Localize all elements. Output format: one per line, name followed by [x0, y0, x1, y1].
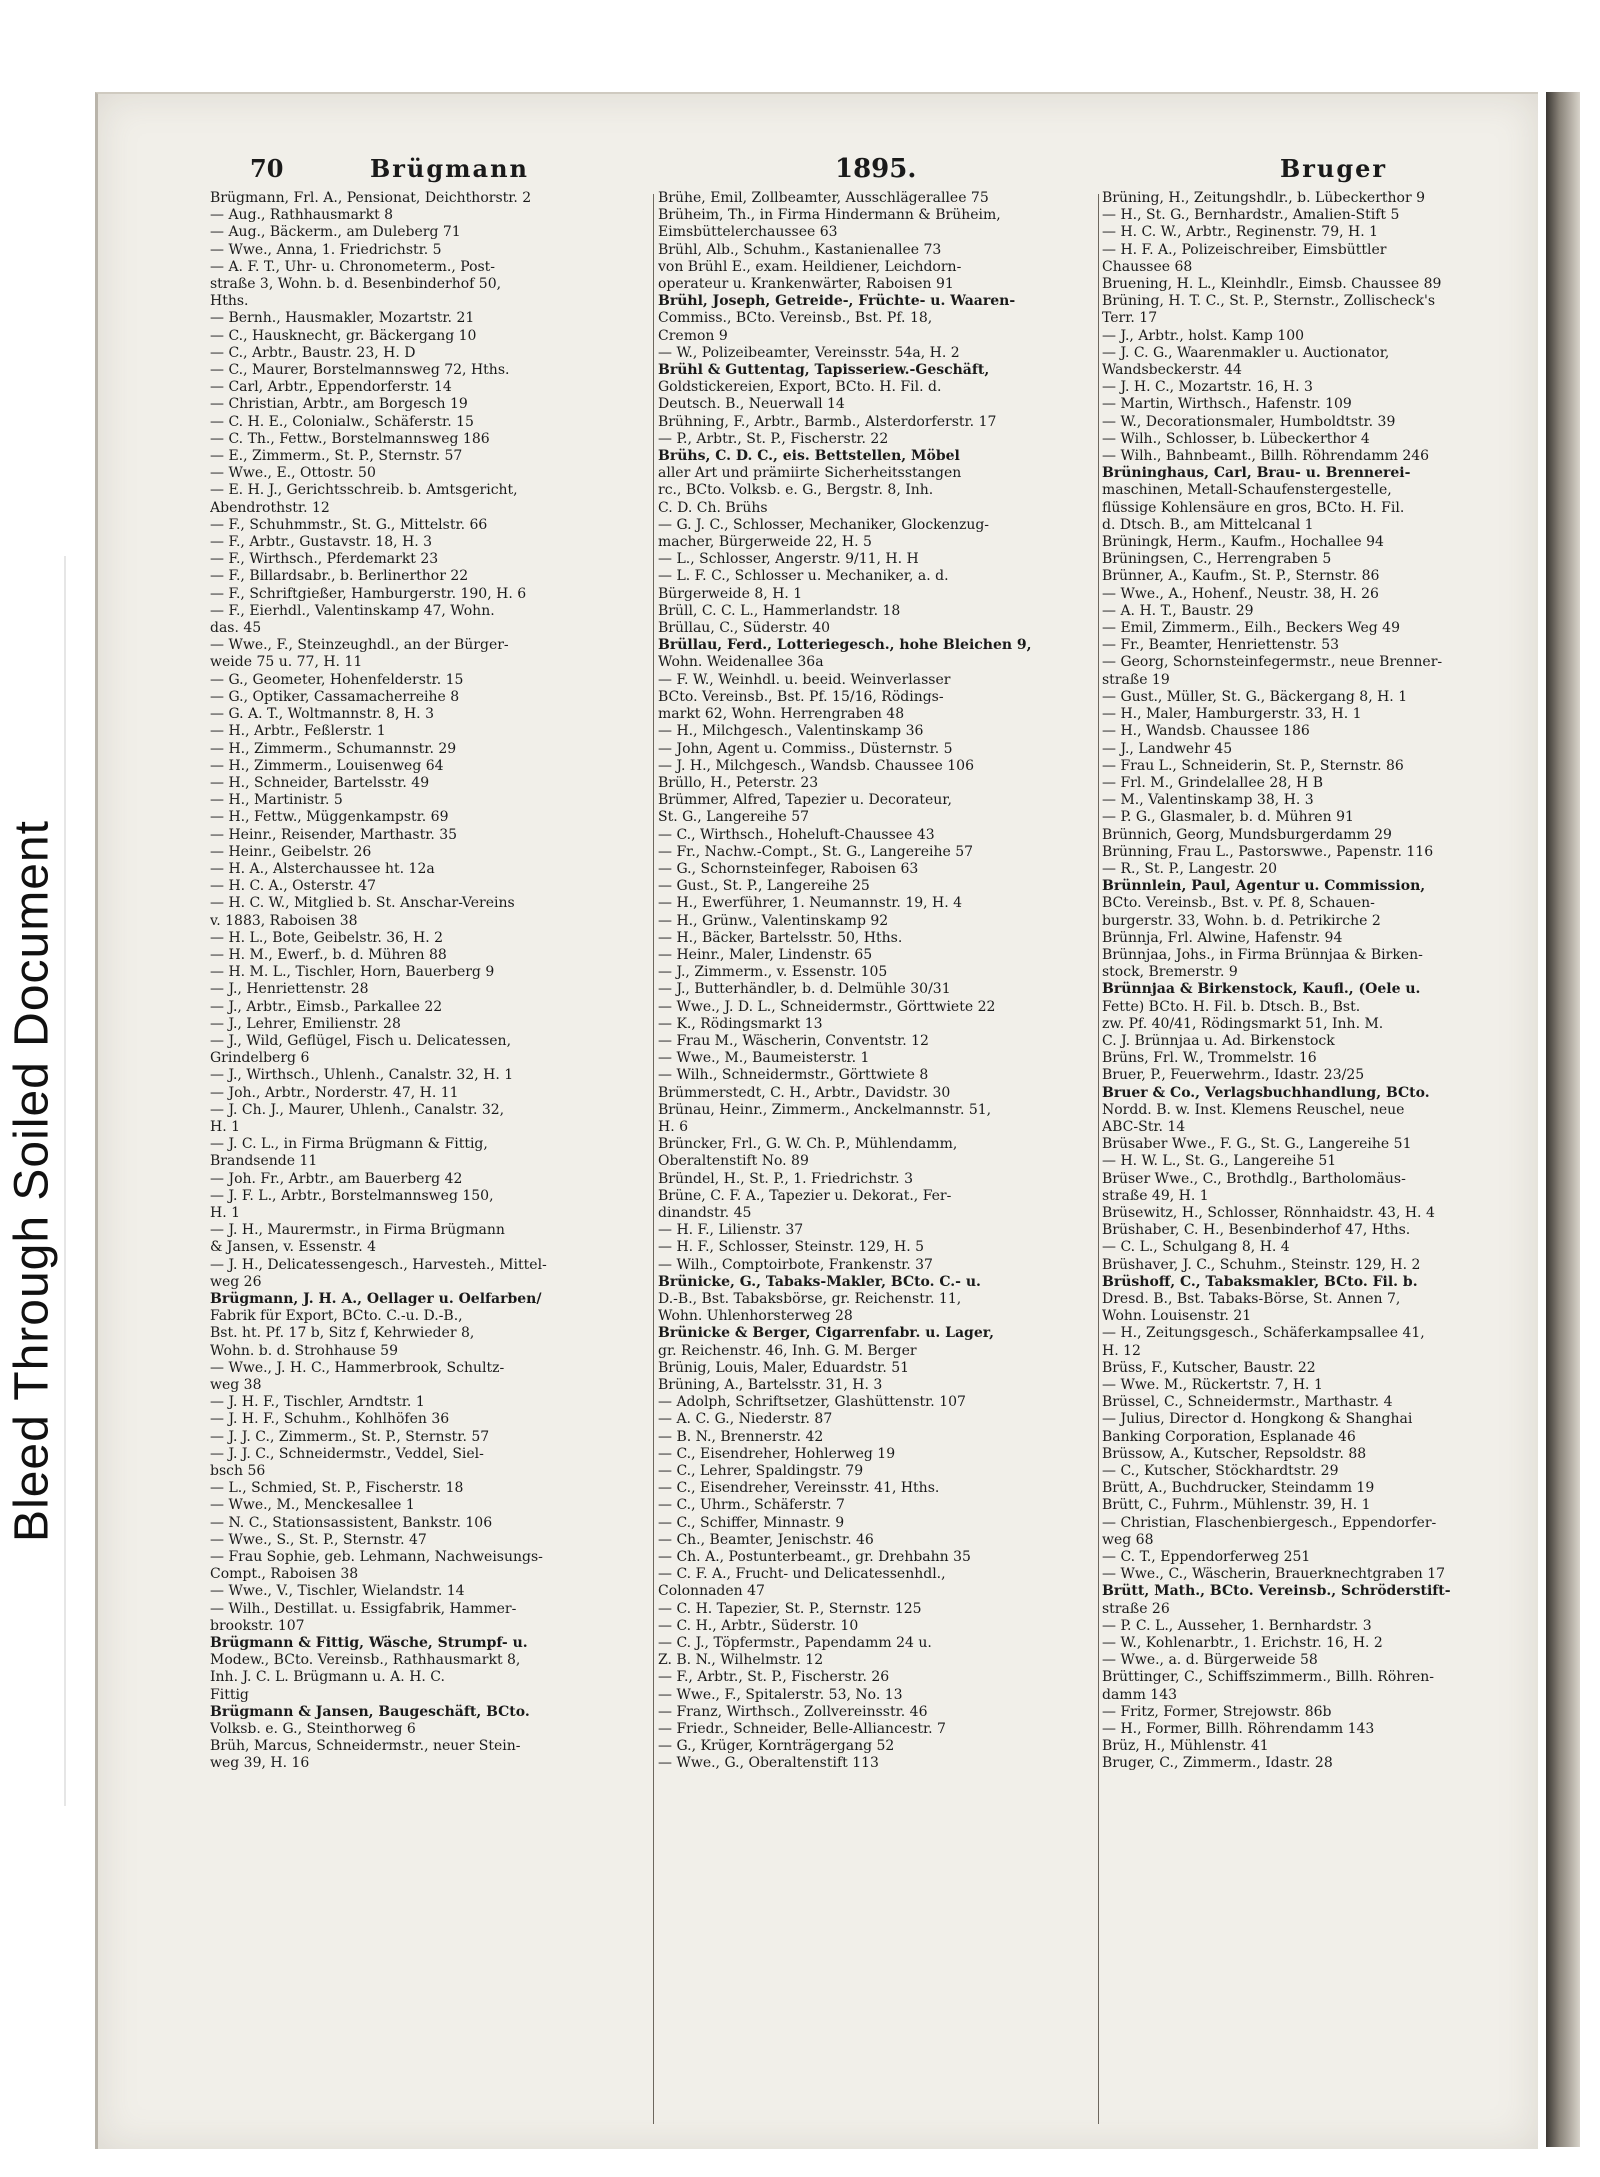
directory-entry-line: weg 38 [210, 1377, 262, 1394]
directory-entry-line: Volksb. e. G., Steinthorweg 6 [210, 1721, 416, 1738]
directory-entry-line: Deutsch. B., Neuerwall 14 [658, 396, 845, 413]
directory-entry-line: — Martin, Wirthsch., Hafenstr. 109 [1102, 396, 1352, 413]
directory-entry-line: — A. F. T., Uhr- u. Chronometerm., Post- [210, 258, 496, 275]
directory-entry-line: Brüttinger, C., Schiffszimmerm., Billh. Röhren- [1102, 1669, 1435, 1686]
directory-entry-line: — Wilh., Destillat. u. Essigfabrik, Hammer- [210, 1600, 517, 1617]
directory-entry-line: — Wwe., G., Oberaltenstift 113 [658, 1755, 879, 1772]
directory-entry-line: — Christian, Flaschenbiergesch., Eppendorfer- [1102, 1514, 1437, 1531]
directory-entry-line: Brüllau, Ferd., Lotteriegesch., hohe Bleichen 9, [658, 637, 1032, 654]
directory-entry-line: straße 3, Wohn. b. d. Besenbinderhof 50, [210, 276, 502, 293]
directory-entry-line: — C. H. Tapezier, St. P., Sternstr. 125 [658, 1600, 922, 1617]
directory-entry-line: — G., Schornsteinfeger, Raboisen 63 [658, 860, 919, 877]
directory-entry-line: — C. J., Töpfermstr., Papendamm 24 u. [658, 1635, 932, 1652]
directory-entry-line: — H., Fettw., Müggenkampstr. 69 [210, 809, 449, 826]
directory-entry-line: Brünnich, Georg, Mundsburgerdamm 29 [1102, 826, 1392, 843]
directory-entry-line: brookstr. 107 [210, 1617, 305, 1634]
directory-entry-line: — J. J. C., Schneidermstr., Veddel, Siel- [210, 1445, 484, 1462]
directory-entry-line: — H., Martinistr. 5 [210, 792, 343, 809]
directory-entry-line: Fabrik für Export, BCto. C.-u. D.-B., [210, 1308, 463, 1325]
directory-entry-line: — M., Valentinskamp 38, H. 3 [1102, 792, 1314, 809]
directory-entry-line: — L., Schlosser, Angerstr. 9/11, H. H [658, 551, 919, 568]
directory-entry-line: Brüshaber, C. H., Besenbinderhof 47, Hths. [1102, 1222, 1411, 1239]
directory-entry-line: Oberaltenstift No. 89 [658, 1153, 809, 1170]
directory-entry-line: — J. Ch. J., Maurer, Uhlenh., Canalstr. 32, [210, 1101, 505, 1118]
directory-entry-line: Brühl, Joseph, Getreide-, Früchte- u. Waaren- [658, 293, 1016, 310]
directory-entry-line: — F., Schuhmmstr., St. G., Mittelstr. 66 [210, 516, 488, 533]
directory-entry-line: Bruer, P., Feuerwehrm., Idastr. 23/25 [1102, 1067, 1365, 1084]
directory-entry-line: weg 68 [1102, 1531, 1154, 1548]
directory-entry-line: das. 45 [210, 620, 262, 637]
directory-entry-line: Abendrothstr. 12 [210, 499, 330, 516]
directory-entry-line: — H., St. G., Bernhardstr., Amalien-Stift 5 [1102, 207, 1400, 224]
directory-entry-line: — G., Geometer, Hohenfelderstr. 15 [210, 671, 464, 688]
directory-entry-line: — J. H. F., Schuhm., Kohlhöfen 36 [210, 1411, 450, 1428]
directory-entry-line: straße 49, H. 1 [1102, 1187, 1209, 1204]
directory-entry-line: — F., Schriftgießer, Hamburgerstr. 190, H. 6 [210, 585, 527, 602]
directory-entry-line: Bürgerweide 8, H. 1 [658, 585, 803, 602]
directory-entry-line: Brüsewitz, H., Schlosser, Rönnhaidstr. 43, H. 4 [1102, 1204, 1435, 1221]
directory-entry-line: weg 39, H. 16 [210, 1755, 310, 1772]
stamp-text: Bleed Through Soiled Document [5, 820, 59, 1542]
directory-entry-line: Brünnjaa & Birkenstock, Kaufl., (Oele u. [1102, 981, 1421, 998]
directory-entry-line: — Wwe., F., Steinzeughdl., an der Bürger- [210, 637, 509, 654]
directory-entry-line: — A. C. G., Niederstr. 87 [658, 1411, 833, 1428]
directory-entry-line: — E. H. J., Gerichtsschreib. b. Amtsgericht, [210, 482, 518, 499]
directory-columns [210, 190, 1540, 2140]
directory-entry-line: Brünner, A., Kaufm., St. P., Sternstr. 86 [1102, 568, 1380, 585]
directory-entry-line: Brügmann & Fittig, Wäsche, Strumpf- u. [210, 1635, 528, 1652]
directory-entry-line: — C. T., Eppendorferweg 251 [1102, 1549, 1311, 1566]
directory-entry-line: — H., Former, Billh. Röhrendamm 143 [1102, 1721, 1375, 1738]
directory-entry-line: — F., Eierhdl., Valentinskamp 47, Wohn. [210, 602, 495, 619]
directory-entry-line: — Adolph, Schriftsetzer, Glashüttenstr. 107 [658, 1394, 966, 1411]
directory-entry-line: Brünig, Louis, Maler, Eduardstr. 51 [658, 1359, 910, 1376]
directory-entry-line: Brüningk, Herm., Kaufm., Hochallee 94 [1102, 534, 1384, 551]
directory-entry-line: — J. C. L., in Firma Brügmann & Fittig, [210, 1136, 488, 1153]
directory-entry-line: — Franz, Wirthsch., Zollvereinsstr. 46 [658, 1703, 928, 1720]
directory-entry-line: dinandstr. 45 [658, 1204, 752, 1221]
directory-entry-line: — Ch. A., Postunterbeamt., gr. Drehbahn 35 [658, 1549, 971, 1566]
directory-entry-line: — Heinr., Reisender, Marthastr. 35 [210, 826, 458, 843]
directory-entry-line: — C., Eisendreher, Vereinsstr. 41, Hths. [658, 1480, 940, 1497]
directory-entry-line: Brüss, F., Kutscher, Baustr. 22 [1102, 1359, 1316, 1376]
directory-entry-line: — Wilh., Schlosser, b. Lübeckerthor 4 [1102, 430, 1370, 447]
directory-entry-line: — Wwe., M., Baumeisterstr. 1 [658, 1050, 870, 1067]
directory-entry-line: — H., Ewerführer, 1. Neumannstr. 19, H. 4 [658, 895, 963, 912]
directory-entry-line: — H. C. W., Mitglied b. St. Anschar-Vereins [210, 895, 515, 912]
directory-entry-line: — Joh., Arbtr., Norderstr. 47, H. 11 [210, 1084, 459, 1101]
directory-entry-line: Brüheim, Th., in Firma Hindermann & Brüheim, [658, 207, 1001, 224]
directory-entry-line: — E., Zimmerm., St. P., Sternstr. 57 [210, 448, 463, 465]
directory-entry-line: — G. J. C., Schlosser, Mechaniker, Glockenzug- [658, 516, 990, 533]
directory-entry-line: — C., Schiffer, Minnastr. 9 [658, 1514, 845, 1531]
directory-entry-line: — H., Milchgesch., Valentinskamp 36 [658, 723, 924, 740]
directory-entry-line: Brügmann, Frl. A., Pensionat, Deichthorstr. 2 [210, 190, 532, 206]
directory-entry-line: maschinen, Metall-Schaufenstergestelle, [1102, 482, 1392, 499]
directory-entry-line: Wohn. Weidenallee 36a [658, 654, 824, 671]
directory-entry-line: Goldstickereien, Export, BCto. H. Fil. d. [658, 379, 942, 396]
directory-entry-line: Brümmerstedt, C. H., Arbtr., Davidstr. 30 [658, 1084, 951, 1101]
directory-entry-line: — Georg, Schornsteinfegermstr., neue Brenner- [1102, 654, 1443, 671]
directory-entry-line: — J., Arbtr., holst. Kamp 100 [1102, 327, 1305, 344]
directory-entry-line: — J., Henriettenstr. 28 [210, 981, 369, 998]
directory-entry-line: — H. F. A., Polizeischreiber, Eimsbüttler [1102, 241, 1387, 258]
directory-entry-line: — Gust., Müller, St. G., Bäckergang 8, H. 1 [1102, 688, 1408, 705]
directory-entry-line: — H., Zeitungsgesch., Schäferkampsallee 41, [1102, 1325, 1425, 1342]
directory-entry-line: — K., Rödingsmarkt 13 [658, 1015, 823, 1032]
directory-entry-line: — J. H., Milchgesch., Wandsb. Chaussee 106 [658, 757, 974, 774]
directory-entry-line: Brühs, C. D. C., eis. Bettstellen, Möbel [658, 448, 960, 465]
directory-entry-line: stock, Bremerstr. 9 [1102, 964, 1238, 981]
directory-entry-line: Z. B. N., Wilhelmstr. 12 [658, 1652, 824, 1669]
directory-entry-line: Brüshaver, J. C., Schuhm., Steinstr. 129, H. 2 [1102, 1256, 1421, 1273]
directory-entry-line: — C., Hausknecht, gr. Bäckergang 10 [210, 327, 477, 344]
directory-entry-line: BCto. Vereinsb., Bst. v. Pf. 8, Schauen- [1102, 895, 1375, 912]
directory-entry-line: — F., Wirthsch., Pferdemarkt 23 [210, 551, 439, 568]
directory-entry-line: Brünau, Heinr., Zimmerm., Anckelmannstr. 51, [658, 1101, 992, 1118]
directory-entry-line: — G. A. T., Woltmannstr. 8, H. 3 [210, 706, 434, 723]
directory-entry-line: Brügmann, J. H. A., Oellager u. Oelfarben/ [210, 1291, 542, 1307]
directory-entry-line: Modew., BCto. Vereinsb., Rathhausmarkt 8, [210, 1652, 521, 1669]
directory-entry-line: — J., Wirthsch., Uhlenh., Canalstr. 32, H. 1 [210, 1067, 514, 1084]
directory-entry-line: — Frau L., Schneiderin, St. P., Sternstr. 86 [1102, 757, 1404, 774]
directory-entry-line: — C., Lehrer, Spaldingstr. 79 [658, 1463, 864, 1480]
directory-entry-line: — Wwe., S., St. P., Sternstr. 47 [210, 1531, 427, 1548]
directory-entry-line: Nordd. B. w. Inst. Klemens Reuschel, neue [1102, 1101, 1405, 1118]
directory-entry-line: — Julius, Director d. Hongkong & Shanghai [1102, 1411, 1413, 1428]
directory-entry-line: Brütt, A., Buchdrucker, Steindamm 19 [1102, 1480, 1375, 1497]
directory-entry-line: — Heinr., Maler, Lindenstr. 65 [658, 946, 873, 963]
directory-entry-line: — F., Arbtr., St. P., Fischerstr. 26 [658, 1669, 890, 1686]
directory-entry-line: Brünning, Frau L., Pastorswwe., Papenstr. 116 [1102, 843, 1434, 860]
directory-entry-line: Brüser Wwe., C., Brothdlg., Bartholomäus- [1102, 1170, 1406, 1187]
directory-entry-line: — C., Wirthsch., Hoheluft-Chaussee 43 [658, 826, 935, 843]
directory-entry-line: — W., Kohlenarbtr., 1. Erichstr. 16, H. 2 [1102, 1635, 1383, 1652]
directory-entry-line: Wohn. Louisenstr. 21 [1102, 1308, 1252, 1325]
directory-entry-line: — H., Zimmerm., Louisenweg 64 [210, 757, 444, 774]
directory-entry-line: markt 62, Wohn. Herrengraben 48 [658, 706, 905, 723]
directory-entry-line: Brünicke & Berger, Cigarrenfabr. u. Lager, [658, 1325, 994, 1342]
directory-entry-line: Commiss., BCto. Vereinsb., Bst. Pf. 18, [658, 310, 933, 327]
directory-entry-line: Brüns, Frl. W., Trommelstr. 16 [1102, 1050, 1317, 1067]
directory-entry-line: Brügmann & Jansen, Baugeschäft, BCto. [210, 1703, 530, 1720]
directory-entry-line: Brüne, C. F. A., Tapezier u. Dekorat., Fer- [658, 1187, 952, 1204]
directory-entry-line: Fittig [210, 1686, 249, 1703]
directory-entry-line: straße 19 [1102, 671, 1170, 688]
directory-entry-line: — Aug., Rathhausmarkt 8 [210, 207, 394, 224]
directory-entry-line: Compt., Raboisen 38 [210, 1566, 359, 1583]
directory-entry-line: — H. M. L., Tischler, Horn, Bauerberg 9 [210, 964, 495, 981]
directory-entry-line: Brühe, Emil, Zollbeamter, Ausschlägerallee 75 [658, 190, 989, 206]
directory-entry-line: burgerstr. 33, Wohn. b. d. Petrikirche 2 [1102, 912, 1381, 929]
directory-entry-line: — C. F. A., Frucht- und Delicatessenhdl., [658, 1566, 946, 1583]
directory-entry-line: — Joh. Fr., Arbtr., am Bauerberg 42 [210, 1170, 463, 1187]
directory-entry-line: — J. F. L., Arbtr., Borstelmannsweg 150, [210, 1187, 494, 1204]
directory-entry-line: — Carl, Arbtr., Eppendorferstr. 14 [210, 379, 452, 396]
directory-entry-line: — Heinr., Geibelstr. 26 [210, 843, 372, 860]
directory-entry-line: & Jansen, v. Essenstr. 4 [210, 1239, 377, 1256]
directory-entry-line: C. D. Ch. Brühs [658, 499, 768, 516]
directory-entry-line: — C., Eisendreher, Hohlerweg 19 [658, 1445, 896, 1462]
directory-entry-line: gr. Reichenstr. 46, Inh. G. M. Berger [658, 1342, 917, 1359]
directory-entry-line: — P. G., Glasmaler, b. d. Mühren 91 [1102, 809, 1354, 826]
directory-entry-line: — John, Agent u. Commiss., Düsternstr. 5 [658, 740, 953, 757]
directory-entry-line: — Bernh., Hausmakler, Mozartstr. 21 [210, 310, 475, 327]
directory-entry-line: — C., Arbtr., Baustr. 23, H. D [210, 344, 416, 361]
directory-entry-line: — Wwe., E., Ottostr. 50 [210, 465, 376, 482]
directory-entry-line: — Fr., Nachw.-Compt., St. G., Langereihe 57 [658, 843, 974, 860]
directory-entry-line: — P. C. L., Ausseher, 1. Bernhardstr. 3 [1102, 1617, 1372, 1634]
directory-entry-line: Brüssow, A., Kutscher, Repsoldstr. 88 [1102, 1445, 1367, 1462]
directory-entry-line: — Wwe., C., Wäscherin, Brauerknechtgraben 17 [1102, 1566, 1446, 1583]
directory-entry-line: Brüllo, H., Peterstr. 23 [658, 774, 819, 791]
bleed-through-soiled-stamp [0, 556, 66, 1806]
directory-entry-line: Brüninghaus, Carl, Brau- u. Brennerei- [1102, 465, 1411, 482]
directory-entry-line: — H., Zimmerm., Schumannstr. 29 [210, 740, 457, 757]
directory-entry-line: Brandsende 11 [210, 1153, 318, 1170]
directory-entry-line: H. 6 [658, 1118, 689, 1135]
directory-entry-line: — Frl. M., Grindelallee 28, H B [1102, 774, 1323, 791]
directory-entry-line: Brünnja, Frl. Alwine, Hafenstr. 94 [1102, 929, 1343, 946]
directory-entry-line: Brünnjaa, Johs., in Firma Brünnjaa & Birken- [1102, 946, 1423, 963]
directory-entry-line: — Wilh., Bahnbeamt., Billh. Röhrendamm 246 [1102, 448, 1430, 465]
directory-entry-line: — J., Arbtr., Eimsb., Parkallee 22 [210, 998, 443, 1015]
directory-entry-line: — W., Polizeibeamter, Vereinsstr. 54a, H. 2 [658, 344, 960, 361]
directory-entry-line: — N. C., Stationsassistent, Bankstr. 106 [210, 1514, 493, 1531]
directory-entry-line: Brüshoff, C., Tabaksmakler, BCto. Fil. b. [1102, 1273, 1418, 1290]
directory-entry-line: — Aug., Bäckerm., am Duleberg 71 [210, 224, 461, 241]
directory-entry-line: — J., Wild, Geflügel, Fisch u. Delicatessen, [210, 1032, 512, 1049]
directory-entry-line: — F., Arbtr., Gustavstr. 18, H. 3 [210, 534, 433, 551]
directory-entry-line: — H. M., Ewerf., b. d. Mühren 88 [210, 946, 447, 963]
directory-entry-line: Bst. ht. Pf. 17 b, Sitz f, Kehrwieder 8, [210, 1325, 475, 1342]
directory-entry-line: — H., Schneider, Bartelsstr. 49 [210, 774, 430, 791]
directory-entry-line: — J. H., Maurermstr., in Firma Brügmann [210, 1222, 505, 1239]
directory-entry-line: C. J. Brünnjaa u. Ad. Birkenstock [1102, 1032, 1335, 1049]
directory-entry-line: — J., Landwehr 45 [1102, 740, 1233, 757]
directory-entry-line: Fette) BCto. H. Fil. b. Dtsch. B., Bst. [1102, 998, 1361, 1015]
directory-entry-line: Brüsaber Wwe., F. G., St. G., Langereihe 51 [1102, 1136, 1412, 1153]
page-number: 70 [250, 154, 284, 183]
directory-entry-line: Brühning, F., Arbtr., Barmb., Alsterdorferstr. 17 [658, 413, 997, 430]
directory-entry-line: Brüz, H., Mühlenstr. 41 [1102, 1738, 1269, 1755]
directory-entry-line: Brütt, C., Fuhrm., Mühlenstr. 39, H. 1 [1102, 1497, 1371, 1514]
year-heading: 1895. [835, 154, 917, 184]
directory-entry-line: — Wwe., F., Spitalerstr. 53, No. 13 [658, 1686, 903, 1703]
directory-entry-line: — C. H., Arbtr., Süderstr. 10 [658, 1617, 859, 1634]
directory-entry-line: — Ch., Beamter, Jenischstr. 46 [658, 1531, 874, 1548]
directory-entry-line: — H., Bäcker, Bartelsstr. 50, Hths. [658, 929, 903, 946]
directory-entry-line: Hths. [210, 293, 249, 310]
directory-entry-line: — Wilh., Comptoirbote, Frankenstr. 37 [658, 1256, 933, 1273]
directory-entry-line: — A. H. T., Baustr. 29 [1102, 602, 1254, 619]
directory-entry-line: — G., Optiker, Cassamacherreihe 8 [210, 688, 460, 705]
column-1 [210, 190, 642, 2140]
directory-entry-line: Chaussee 68 [1102, 258, 1193, 275]
directory-entry-line: weide 75 u. 77, H. 11 [210, 654, 363, 671]
directory-entry-line: — H. W. L., St. G., Langereihe 51 [1102, 1153, 1337, 1170]
directory-entry-line: bsch 56 [210, 1463, 266, 1480]
directory-entry-line: damm 143 [1102, 1686, 1178, 1703]
directory-entry-line: d. Dtsch. B., am Mittelcanal 1 [1102, 516, 1314, 533]
directory-entry-line: — Fritz, Former, Strejowstr. 86b [1102, 1703, 1332, 1720]
column-3 [1102, 190, 1538, 2140]
directory-entry-line: zw. Pf. 40/41, Rödingsmarkt 51, Inh. M. [1102, 1015, 1384, 1032]
directory-entry-line: — Wwe., V., Tischler, Wielandstr. 14 [210, 1583, 465, 1600]
directory-entry-line: — C. H. E., Colonialw., Schäferstr. 15 [210, 413, 474, 430]
directory-entry-line: Brühl, Alb., Schuhm., Kastanienallee 73 [658, 241, 942, 258]
directory-entry-line: — H. L., Bote, Geibelstr. 36, H. 2 [210, 929, 444, 946]
directory-entry-line: — Wilh., Schneidermstr., Görttwiete 8 [658, 1067, 929, 1084]
directory-entry-line: — F. W., Weinhdl. u. beeid. Weinverlasser [658, 671, 951, 688]
directory-entry-line: — H. F., Schlosser, Steinstr. 129, H. 5 [658, 1239, 925, 1256]
directory-entry-line: — J. C. G., Waarenmakler u. Auctionator, [1102, 344, 1390, 361]
directory-entry-line: — H., Maler, Hamburgerstr. 33, H. 1 [1102, 706, 1362, 723]
directory-entry-line: — J. J. C., Zimmerm., St. P., Sternstr. 57 [210, 1428, 490, 1445]
directory-entry-line: rc., BCto. Volksb. e. G., Bergstr. 8, Inh. [658, 482, 934, 499]
directory-entry-line: Inh. J. C. L. Brügmann u. A. H. C. [210, 1669, 445, 1686]
directory-entry-line: — H. C. W., Arbtr., Reginenstr. 79, H. 1 [1102, 224, 1379, 241]
directory-entry-line: Bruer & Co., Verlagsbuchhandlung, BCto. [1102, 1084, 1430, 1101]
directory-entry-line: Brühl & Guttentag, Tapisseriew.-Geschäft, [658, 362, 990, 379]
directory-entry-line: — Frau M., Wäscherin, Conventstr. 12 [658, 1032, 929, 1049]
directory-entry-line: H. 1 [210, 1204, 241, 1221]
directory-entry-line: Brüning, H. T. C., St. P., Sternstr., Zollischeck's [1102, 293, 1436, 310]
directory-entry-line: — Wwe., a. d. Bürgerweide 58 [1102, 1652, 1318, 1669]
directory-entry-line: — Gust., St. P., Langereihe 25 [658, 878, 870, 895]
directory-entry-line: — W., Decorationsmaler, Humboldtstr. 39 [1102, 413, 1396, 430]
directory-entry-line: Dresd. B., Bst. Tabaks-Börse, St. Annen 7, [1102, 1291, 1401, 1307]
directory-entry-line: — Wwe., J. H. C., Hammerbrook, Schultz- [210, 1359, 505, 1376]
directory-entry-line: — J. H. C., Mozartstr. 16, H. 3 [1102, 379, 1313, 396]
column-2 [658, 190, 1086, 2140]
directory-entry-line: operateur u. Krankenwärter, Raboisen 91 [658, 276, 954, 293]
directory-entry-line: — Emil, Zimmerm., Eilh., Beckers Weg 49 [1102, 620, 1400, 637]
directory-entry-line: — C. Th., Fettw., Borstelmannsweg 186 [210, 430, 490, 447]
directory-entry-line: — J., Lehrer, Emilienstr. 28 [210, 1015, 401, 1032]
directory-entry-line: — Friedr., Schneider, Belle-Alliancestr. 7 [658, 1721, 946, 1738]
directory-entry-line: Brümmer, Alfred, Tapezier u. Decorateur, [658, 792, 952, 809]
directory-entry-line: — Frau Sophie, geb. Lehmann, Nachweisungs- [210, 1549, 543, 1566]
directory-entry-line: — F., Billardsabr., b. Berlinerthor 22 [210, 568, 469, 585]
directory-entry-line: von Brühl E., exam. Heildiener, Leichdorn- [658, 258, 962, 275]
directory-entry-line: Brüll, C. C. L., Hammerlandstr. 18 [658, 602, 901, 619]
directory-entry-line: macher, Bürgerweide 22, H. 5 [658, 534, 872, 551]
directory-entry-line: — C. L., Schulgang 8, H. 4 [1102, 1239, 1290, 1256]
directory-entry-line: Brüningsen, C., Herrengraben 5 [1102, 551, 1332, 568]
directory-entry-line: — J. H. F., Tischler, Arndtstr. 1 [210, 1394, 425, 1411]
directory-entry-line: Bründel, H., St. P., 1. Friedrichstr. 3 [658, 1170, 913, 1187]
directory-entry-line: flüssige Kohlensäure en gros, BCto. H. Fil. [1102, 499, 1405, 516]
directory-entry-line: — G., Krüger, Kornträgergang 52 [658, 1738, 895, 1755]
directory-entry-line: St. G., Langereihe 57 [658, 809, 810, 826]
directory-entry-line: — Wwe., Anna, 1. Friedrichstr. 5 [210, 241, 442, 258]
directory-entry-line: Colonnaden 47 [658, 1583, 765, 1600]
directory-entry-line: Bruening, H. L., Kleinhdlr., Eimsb. Chaussee 89 [1102, 276, 1442, 293]
directory-entry-line: — R., St. P., Langestr. 20 [1102, 860, 1277, 877]
directory-entry-line: — Wwe., M., Menckesallee 1 [210, 1497, 415, 1514]
directory-entry-line: — H., Grünw., Valentinskamp 92 [658, 912, 889, 929]
directory-entry-line: — Wwe. M., Rückertstr. 7, H. 1 [1102, 1377, 1323, 1394]
directory-entry-line: — L., Schmied, St. P., Fischerstr. 18 [210, 1480, 464, 1497]
directory-entry-line: Wohn. b. d. Strohhause 59 [210, 1342, 398, 1359]
directory-entry-line: — C., Maurer, Borstelmannsweg 72, Hths. [210, 362, 510, 379]
directory-entry-line: — H., Wandsb. Chaussee 186 [1102, 723, 1310, 740]
directory-entry-line: — C., Kutscher, Stöckhardtstr. 29 [1102, 1463, 1339, 1480]
directory-entry-line: Terr. 17 [1102, 310, 1158, 327]
directory-entry-line: Brüh, Marcus, Schneidermstr., neuer Stein- [210, 1738, 521, 1755]
directory-entry-line: v. 1883, Raboisen 38 [210, 912, 358, 929]
directory-entry-line: Brünicke, G., Tabaks-Makler, BCto. C.- u. [658, 1273, 981, 1290]
directory-entry-line: — J. H., Delicatessengesch., Harvesteh., Mittel- [210, 1256, 547, 1273]
directory-entry-line: — J., Butterhändler, b. d. Delmühle 30/31 [658, 981, 951, 998]
directory-entry-line: Brüssel, C., Schneidermstr., Marthastr. 4 [1102, 1394, 1393, 1411]
directory-entry-line: Brüning, H., Zeitungshdlr., b. Lübeckerthor 9 [1102, 190, 1426, 206]
directory-entry-line: Brüllau, C., Süderstr. 40 [658, 620, 831, 637]
directory-entry-line: Bruger, C., Zimmerm., Idastr. 28 [1102, 1755, 1333, 1772]
directory-entry-line: H. 12 [1102, 1342, 1141, 1359]
directory-entry-line: Wandsbeckerstr. 44 [1102, 362, 1242, 379]
directory-entry-line: — Wwe., J. D. L., Schneidermstr., Görttwiete 22 [658, 998, 996, 1015]
directory-entry-line: Brüning, A., Bartelsstr. 31, H. 3 [658, 1377, 883, 1394]
directory-entry-line: BCto. Vereinsb., Bst. Pf. 15/16, Rödings- [658, 688, 944, 705]
directory-entry-line: — Wwe., A., Hohenf., Neustr. 38, H. 26 [1102, 585, 1379, 602]
page-header [110, 154, 1518, 194]
directory-entry-line: — Fr., Beamter, Henriettenstr. 53 [1102, 637, 1340, 654]
directory-entry-line: Brütt, Math., BCto. Vereinsb., Schröderstift- [1102, 1583, 1451, 1600]
directory-entry-line: Grindelberg 6 [210, 1050, 310, 1067]
directory-entry-line: — Christian, Arbtr., am Borgesch 19 [210, 396, 468, 413]
directory-entry-line: Brüncker, Frl., G. W. Ch. P., Mühlendamm, [658, 1136, 958, 1153]
left-running-head: Brügmann [370, 154, 530, 183]
directory-entry-line: Cremon 9 [658, 327, 728, 344]
directory-entry-line: — L. F. C., Schlosser u. Mechaniker, a. d. [658, 568, 949, 585]
directory-entry-line: ABC-Str. 14 [1102, 1118, 1186, 1135]
directory-entry-line: Brünnlein, Paul, Agentur u. Commission, [1102, 878, 1426, 895]
directory-entry-line: aller Art und prämiirte Sicherheitsstangen [658, 465, 962, 482]
directory-entry-line: — H. C. A., Osterstr. 47 [210, 878, 377, 895]
directory-entry-line: — B. N., Brennerstr. 42 [658, 1428, 824, 1445]
directory-entry-line: D.-B., Bst. Tabaksbörse, gr. Reichenstr. 11, [658, 1291, 962, 1307]
directory-entry-line: — H., Arbtr., Feßlerstr. 1 [210, 723, 386, 740]
directory-entry-line: Eimsbüttelerchaussee 63 [658, 224, 838, 241]
directory-entry-line: — P., Arbtr., St. P., Fischerstr. 22 [658, 430, 889, 447]
directory-entry-line: — H. A., Alsterchaussee ht. 12a [210, 860, 435, 877]
directory-entry-line: — H. F., Lilienstr. 37 [658, 1222, 804, 1239]
directory-entry-line: — C., Uhrm., Schäferstr. 7 [658, 1497, 845, 1514]
directory-entry-line: Wohn. Uhlenhorsterweg 28 [658, 1308, 853, 1325]
directory-entry-line: weg 26 [210, 1273, 262, 1290]
directory-entry-line: H. 1 [210, 1118, 241, 1135]
directory-entry-line: — J., Zimmerm., v. Essenstr. 105 [658, 964, 888, 981]
directory-entry-line: straße 26 [1102, 1600, 1170, 1617]
directory-entry-line: Banking Corporation, Esplanade 46 [1102, 1428, 1356, 1445]
directory-page [95, 92, 1538, 2149]
right-running-head: Bruger [1280, 154, 1388, 183]
